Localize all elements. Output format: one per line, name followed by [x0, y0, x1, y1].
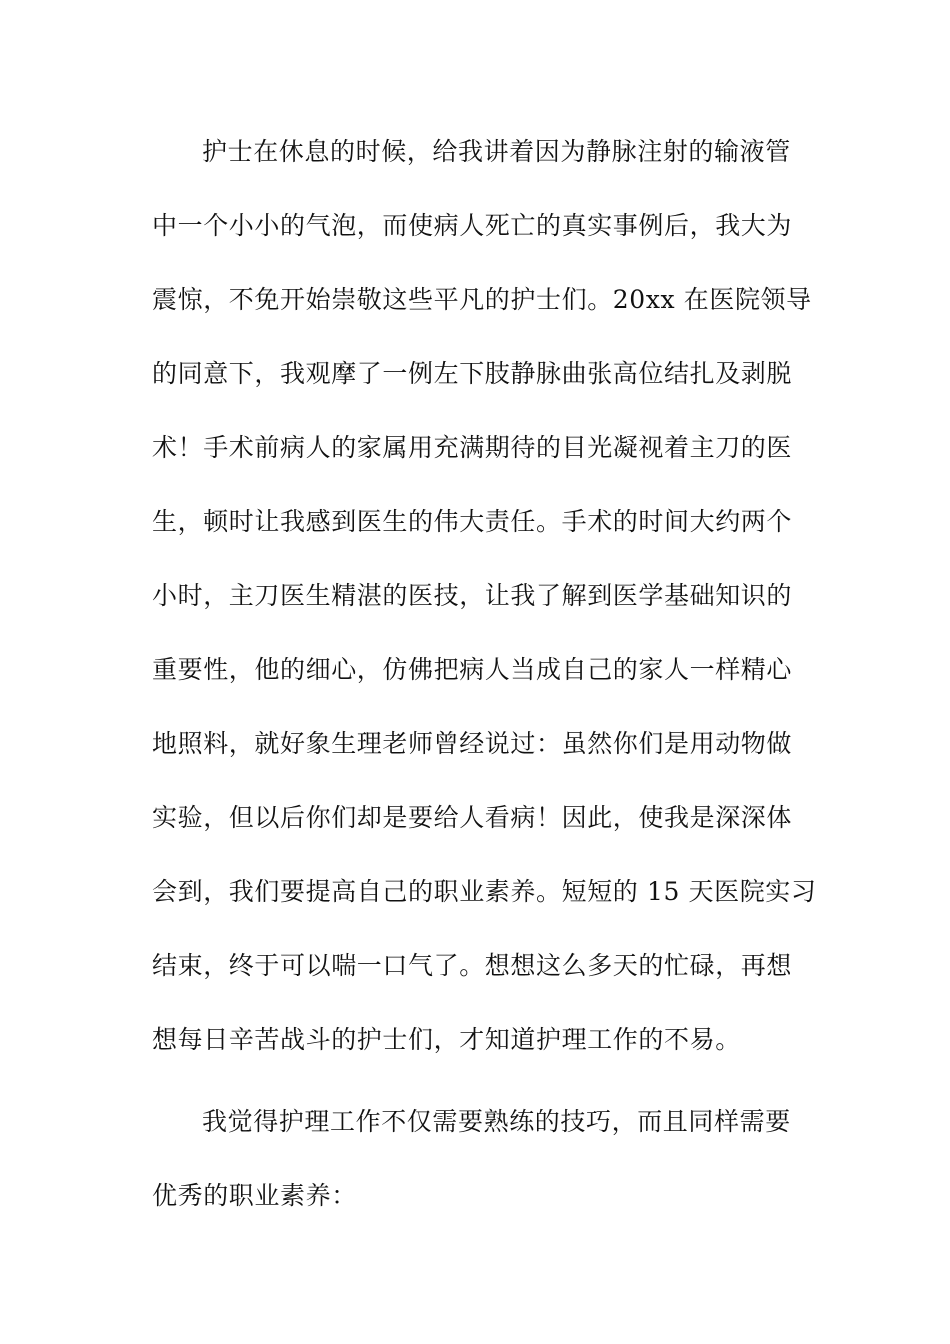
paragraph-line: 想每日辛苦战斗的护士们，才知道护理工作的不易。: [152, 1025, 741, 1054]
paragraph-line: 实验，但以后你们却是要给人看病！因此，使我是深深体: [152, 803, 793, 832]
paragraph-line: 我觉得护理工作不仅需要熟练的技巧，而且同样需要: [202, 1107, 791, 1136]
paragraph-line: 优秀的职业素养：: [152, 1181, 357, 1210]
paragraph-line: 会到，我们要提高自己的职业素养。短短的 15 天医院实习: [152, 877, 817, 906]
paragraph-line: 术！手术前病人的家属用充满期待的目光凝视着主刀的医: [152, 433, 793, 462]
paragraph-line: 结束，终于可以喘一口气了。想想这么多天的忙碌，再想: [152, 951, 793, 980]
paragraph-line: 中一个小小的气泡，而使病人死亡的真实事例后，我大为: [152, 211, 793, 240]
paragraph-line: 的同意下，我观摩了一例左下肢静脉曲张高位结扎及剥脱: [152, 359, 793, 388]
paragraph-line: 地照料，就好象生理老师曾经说过：虽然你们是用动物做: [152, 729, 793, 758]
paragraph-line: 小时，主刀医生精湛的医技，让我了解到医学基础知识的: [152, 581, 793, 610]
paragraph-line: 震惊，不免开始崇敬这些平凡的护士们。20xx 在医院领导: [152, 285, 812, 314]
paragraph-line: 生，顿时让我感到医生的伟大责任。手术的时间大约两个: [152, 507, 793, 536]
paragraph-line: 重要性，他的细心，仿佛把病人当成自己的家人一样精心: [152, 655, 793, 684]
paragraph-line: 护士在休息的时候，给我讲着因为静脉注射的输液管: [202, 137, 791, 166]
